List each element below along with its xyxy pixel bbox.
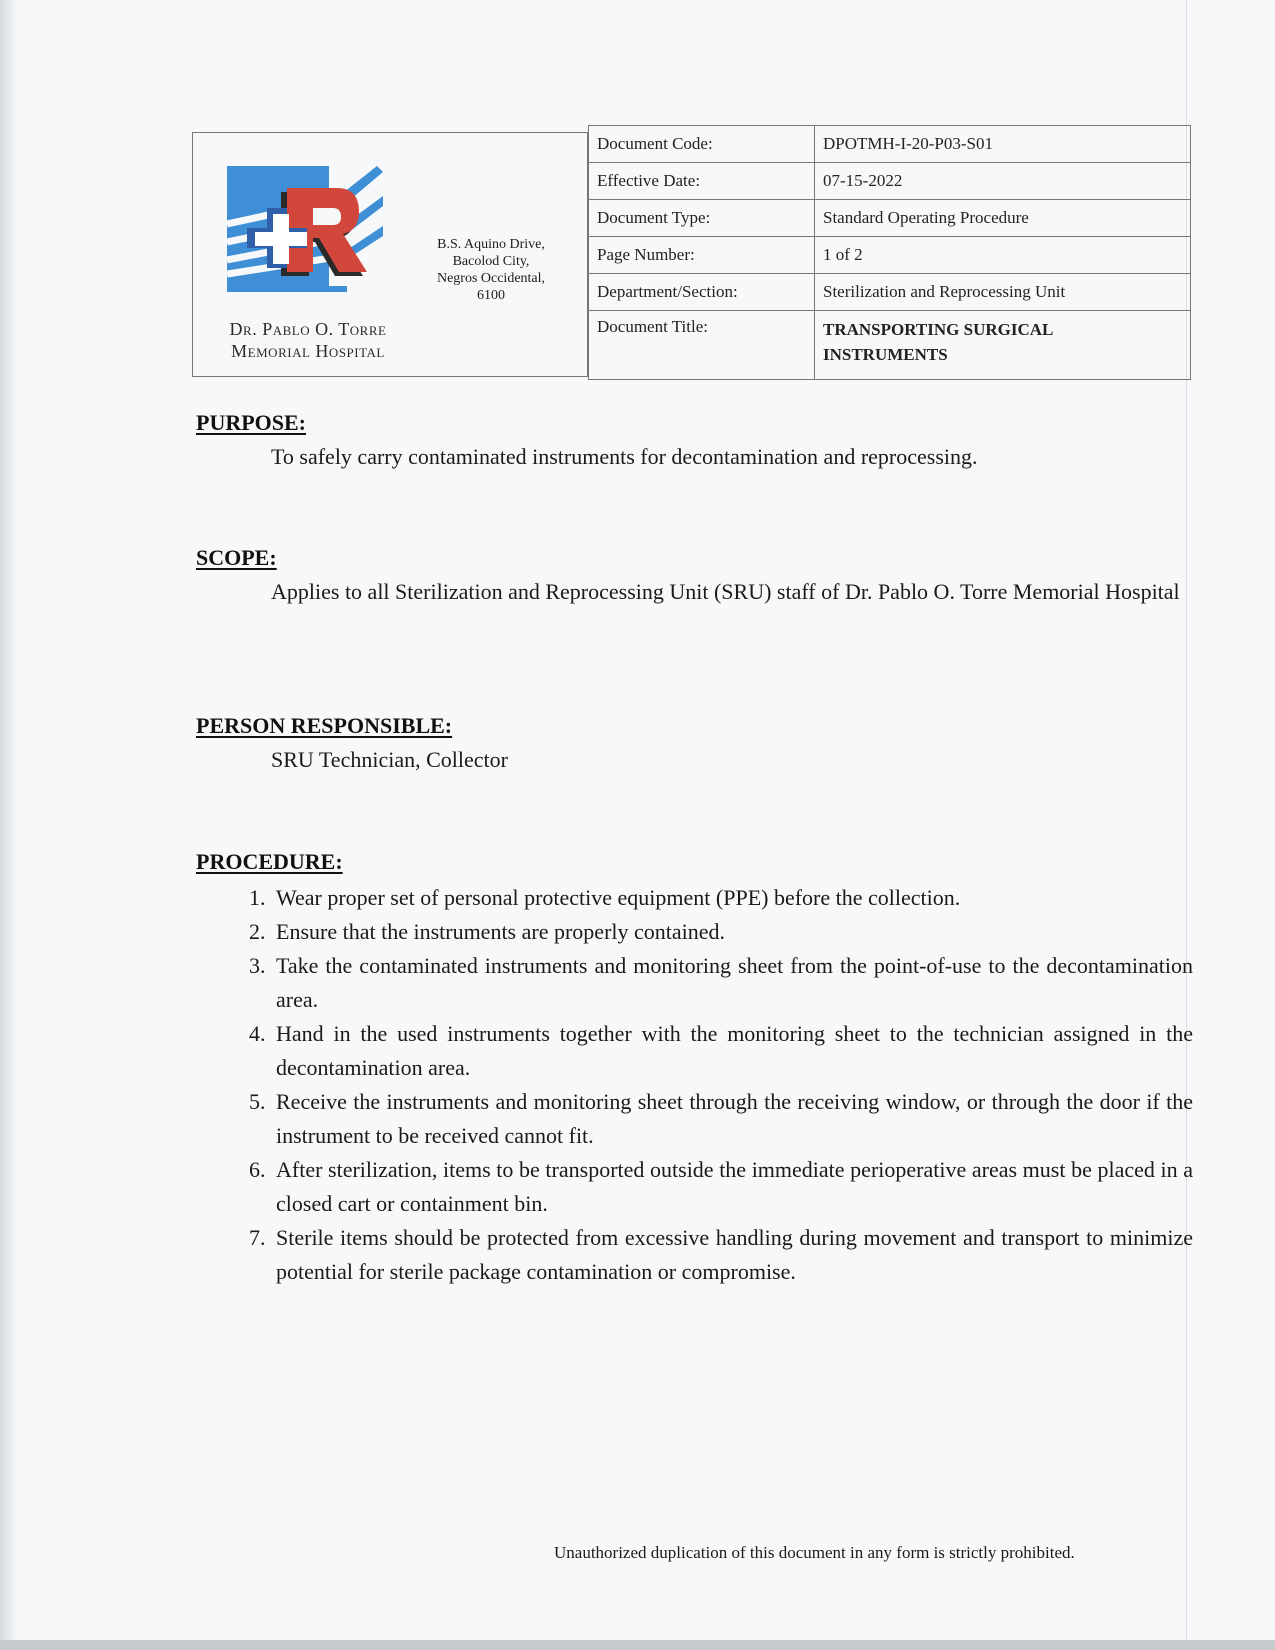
meta-label: Document Type:	[589, 200, 815, 237]
document-title-line2: INSTRUMENTS	[823, 345, 948, 364]
procedure-step: 3. Take the contaminated instruments and monitoring sheet from the point-of-use to the decontamination area.	[271, 949, 1193, 1017]
logo-cell	[192, 132, 588, 377]
meta-label: Department/Section:	[589, 274, 815, 311]
meta-row-effective-date	[589, 163, 1191, 200]
procedure-heading: PROCEDURE:	[196, 849, 343, 874]
hospital-address	[411, 236, 571, 304]
hospital-name-line1: Dr. Pablo O. Torre	[229, 319, 387, 339]
address-line: Bacolod City,	[452, 254, 530, 269]
document-meta-table	[588, 125, 1191, 380]
meta-row-document-code	[589, 126, 1191, 163]
document-title	[815, 311, 1191, 380]
meta-label: Document Code:	[589, 126, 815, 163]
scan-shadow	[0, 0, 18, 1650]
meta-label: Effective Date:	[589, 163, 815, 200]
scope-text: Applies to all Sterilization and Reprocessing Unit (SRU) staff of Dr. Pablo O. Torre Memorial Hospital	[271, 579, 1180, 604]
purpose-heading: PURPOSE:	[196, 410, 306, 435]
procedure-step: 1. Wear proper set of personal protective equipment (PPE) before the collection.	[271, 881, 1193, 915]
meta-row-page-number	[589, 237, 1191, 274]
footer-notice: Unauthorized duplication of this document in any form is strictly prohibited.	[554, 1543, 1075, 1562]
meta-row-department	[589, 274, 1191, 311]
document-title-line1: TRANSPORTING SURGICAL	[823, 320, 1054, 339]
address-line: Negros Occidental,	[436, 271, 546, 286]
scan-bottom-edge	[0, 1640, 1275, 1650]
procedure-step: 7. Sterile items should be protected from excessive handling during movement and transport to minimize potential for sterile package contamination or compromise.	[271, 1221, 1193, 1289]
procedure-section	[196, 849, 1196, 1289]
hospital-name	[203, 318, 413, 362]
scope-section	[196, 545, 1191, 609]
procedure-step: 4. Hand in the used instruments together with the monitoring sheet to the technician assigned in the decontamination area.	[271, 1017, 1193, 1085]
document-header	[192, 125, 1191, 377]
person-responsible-heading: PERSON RESPONSIBLE:	[196, 713, 453, 738]
purpose-section	[196, 410, 1196, 474]
meta-value: Sterilization and Reprocessing Unit	[815, 274, 1191, 311]
address-line: 6100	[477, 288, 505, 303]
meta-value: 1 of 2	[815, 237, 1191, 274]
procedure-step: 6. After sterilization, items to be transported outside the immediate perioperative areas must be placed in a closed cart or containment bin.	[271, 1153, 1193, 1221]
meta-label: Page Number:	[589, 237, 815, 274]
hospital-logo-icon	[227, 166, 383, 292]
procedure-step: 2. Ensure that the instruments are properly contained.	[271, 915, 1193, 949]
meta-row-document-title	[589, 311, 1191, 380]
meta-row-document-type	[589, 200, 1191, 237]
meta-value: DPOTMH-I-20-P03-S01	[815, 126, 1191, 163]
scope-heading: SCOPE:	[196, 545, 277, 570]
meta-value: Standard Operating Procedure	[815, 200, 1191, 237]
purpose-text: To safely carry contaminated instruments for decontamination and reprocessing.	[271, 444, 978, 469]
address-line: B.S. Aquino Drive,	[437, 237, 545, 252]
meta-value: 07-15-2022	[815, 163, 1191, 200]
person-responsible-text: SRU Technician, Collector	[271, 747, 508, 772]
procedure-step: 5. Receive the instruments and monitoring sheet through the receiving window, or through the door if the instrument to be received cannot fit.	[271, 1085, 1193, 1153]
person-responsible-section	[196, 713, 1196, 777]
hospital-name-line2: Memorial Hospital	[231, 341, 385, 361]
meta-label: Document Title:	[589, 311, 815, 380]
procedure-steps	[196, 881, 1193, 1289]
